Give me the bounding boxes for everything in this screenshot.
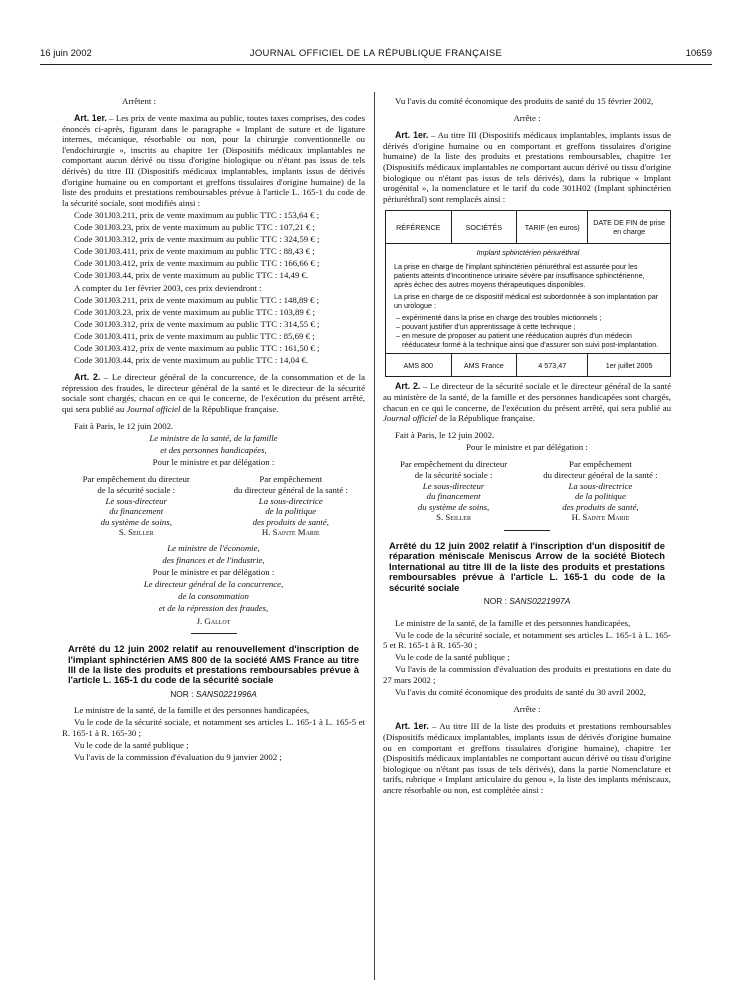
table-cell: 4 573,47: [517, 354, 588, 377]
table-cell: AMS 800: [386, 354, 452, 377]
sig-line: Par empêchement du directeur: [82, 474, 190, 485]
pour-le-ministre-2: Pour le ministre et par délégation :: [152, 567, 275, 578]
code-line: Code 301J03.44, prix de vente maximum au public TTC : 14,04 €.: [74, 355, 309, 366]
page-number: 10659: [685, 48, 712, 59]
right-column: [383, 96, 671, 797]
art1-paragraph: [62, 113, 365, 208]
ministre-eco-1: Le ministre de l'économie,: [167, 542, 260, 553]
signatory-name: S. Seiller: [118, 527, 154, 538]
art2-paragraph: [62, 372, 365, 414]
page-header: [40, 48, 712, 62]
section-separator: [504, 530, 550, 531]
journal-title: JOURNAL OFFICIEL DE LA RÉPUBLIQUE FRANÇAISE: [249, 48, 503, 59]
sig-title: La sous-directrice: [258, 495, 323, 506]
sig-line: Par empêchement: [259, 474, 323, 485]
table-cell: AMS France: [451, 354, 517, 377]
sig-title: des produits de santé,: [252, 516, 329, 527]
sig-title: du financement: [426, 491, 481, 502]
arrete-title-ams800: Arrêté du 12 juin 2002 relatif au renouvellement d'inscription de l'implant sphinctérien AMS 800 de la société AMS France au titre III de la liste des produits et prestations remboursables prévue à l'article L. 165-1 du code de la sécurité sociale: [68, 643, 359, 686]
code-line: Code 301J03.412, prix de vente maximum au public TTC : 161,50 € ;: [74, 342, 320, 353]
art2-end: de la République française.: [180, 403, 279, 414]
body-line: Vu le code de la sécurité sociale, et notamment ses articles L. 165-1 à L. 165-5 et R. 165-1 à R. 165-30 ;: [383, 629, 671, 651]
art1-text: – Les prix de vente maxima au public, toutes taxes comprises, des codes énoncés ci-après, figurant dans le paragraphe « Implant de suture et de ligature internes, mécanique, résorbable ou non, pour la chirurgie conventionnelle ou l'endochirurgie », inscrits au chapitre 1er (Dispositifs médicaux implantables ne comportant aucun dérivé ou tissu d'origine biologique ou n'étant pas issus de tels dérivés) du titre III (Dispositifs médicaux implantables, implants issus de dérivés d'origine humaine ou en comportant et greffons tissulaires d'origine humaine) de la liste des produits et prestations remboursables prévue à l'article L. 165-1 du code de la sécurité sociale, sont modifiés ainsi :: [62, 113, 365, 208]
sig-title: du système de soins,: [100, 516, 172, 527]
art1-paragraph-right: [383, 130, 671, 204]
nor-code: SANS0221996A: [195, 688, 257, 699]
sig-title: de la politique: [265, 506, 317, 517]
column-header: SOCIÉTÉS: [451, 211, 517, 244]
art2-text: – Le directeur général de la concurrence, de la consommation et de la répression des fraudes, le directeur général de la santé et le directeur de la sécurité sociale sont chargés, chacun en ce qui le concerne, de l'exécution du présent arrêté, qui sera publié au: [62, 372, 366, 414]
column-divider: [374, 92, 375, 980]
compter-line: A compter du 1er février 2003, ces prix deviendront :: [74, 282, 262, 293]
art1-label: Art. 1er.: [395, 130, 429, 141]
code-line: Code 301J03.411, prix de vente maximum au public TTC : 88,43 € ;: [74, 246, 315, 257]
table-header-row: [386, 211, 671, 244]
nor-label: NOR :: [483, 596, 510, 606]
nor-label: NOR :: [170, 688, 196, 699]
vu-comite: Vu l'avis du comité économique des produits de santé du 15 février 2002,: [395, 96, 654, 106]
arrete-title-meniscus: Arrêté du 12 juin 2002 relatif à l'inscription d'un dispositif de réparation méniscale Meniscus Arrow de la société Biotech International au titre III de la liste des produits et prestations remboursables prévue à l'article L. 165-1 du code de la sécurité sociale: [389, 539, 665, 593]
code-line: Code 301J03.411, prix de vente maximum au public TTC : 85,69 € ;: [74, 330, 315, 341]
implant-description: [386, 244, 671, 354]
dg-concurrence-1: Le directeur général de la concurrence,: [143, 579, 284, 590]
body-line: Vu le code de la santé publique ;: [395, 652, 510, 663]
journal-officiel-ref: Journal officiel: [383, 413, 437, 424]
ministre-sante-2: et des personnes handicapées,: [160, 445, 267, 456]
column-header: TARIF (en euros): [517, 211, 588, 244]
header-rule: [40, 64, 712, 65]
fait-a-paris: Fait à Paris, le 12 juin 2002.: [395, 430, 495, 441]
tarif-table: [385, 210, 671, 377]
sig-line: de la sécurité sociale :: [414, 470, 493, 480]
ministre-sante-1: Le ministre de la santé, de la famille: [149, 433, 278, 444]
pour-le-ministre: Pour le ministre et par délégation :: [152, 457, 275, 468]
art2-text: – Le directeur de la sécurité sociale et le directeur général de la santé au ministère de la santé, de la famille et des personnes handicapées sont chargés, chacun en ce qui le concerne, de l'exécution du présent arrêté, qui sera publié au: [383, 381, 671, 413]
sig-title: des produits de santé,: [562, 501, 639, 512]
sig-title: du financement: [109, 506, 164, 517]
sig-title: La sous-directrice: [568, 480, 633, 491]
body-line: Vu le code de la santé publique ;: [74, 740, 189, 751]
body-line: Vu l'avis de la commission d'évaluation des produits et prestations en date du 27 mars 2002 ;: [383, 664, 671, 686]
code-line: Code 301J03.412, prix de vente maximum au public TTC : 166,66 € ;: [74, 258, 320, 269]
ministre-eco-2: des finances et de l'industrie,: [162, 555, 265, 566]
condition-list: [394, 313, 662, 349]
body-line: Vu le code de la sécurité sociale, et notamment ses articles L. 165-1 à L. 165-5 et R. 165-1 à R. 165-30 ;: [62, 717, 365, 739]
signature-block: [62, 474, 365, 538]
pour-le-ministre: Pour le ministre et par délégation :: [466, 442, 588, 453]
column-header: DATE DE FIN de prise en charge: [588, 211, 671, 244]
arrete-heading-2: Arrête :: [513, 704, 541, 715]
sig-line: Par empêchement du directeur: [399, 459, 508, 470]
table-row: [386, 354, 671, 377]
code-line: Code 301J03.211, prix de vente maximum au public TTC : 148,89 € ;: [74, 294, 320, 305]
code-line: Code 301J03.312, prix de vente maximum au public TTC : 324,59 € ;: [74, 234, 320, 245]
art2-label: Art. 2.: [395, 381, 421, 392]
signature-left: [383, 459, 524, 523]
body-line: Vu l'avis de la commission d'évaluation du 9 janvier 2002 ;: [74, 752, 282, 763]
body-line: Le ministre de la santé, de la famille et des personnes handicapées,: [395, 617, 631, 628]
sig-title: Le sous-directeur: [422, 480, 485, 491]
section-separator: [191, 633, 237, 634]
list-item: – pouvant justifier d'un apprentissage à cette technique ;: [396, 322, 576, 332]
sig-line: du directeur général de la santé :: [233, 485, 348, 495]
sig-title: Le sous-directeur: [105, 495, 167, 506]
signatory-name: H. Sainte Marie: [261, 527, 320, 538]
art2-end: de la République française.: [437, 413, 535, 424]
codes-list-1: [62, 210, 365, 281]
nor-reference: [383, 596, 671, 607]
list-item: – expérimenté dans la prise en charge des troubles mictionnels ;: [396, 313, 602, 323]
signature-left: [62, 474, 210, 538]
art1b-label: Art. 1er.: [395, 721, 429, 732]
table-description-row: [386, 244, 671, 354]
sig-title: du système de soins,: [417, 501, 490, 512]
code-line: Code 301J03.211, prix de vente maximum au public TTC : 153,64 € ;: [74, 209, 320, 220]
dg-concurrence-3: et de la répression des fraudes,: [158, 603, 269, 614]
code-line: Code 301J03.312, prix de vente maximum au public TTC : 314,55 € ;: [74, 318, 320, 329]
nor-reference: [62, 689, 365, 700]
body-line: Vu l'avis du comité économique des produits de santé du 30 avril 2002,: [395, 687, 646, 698]
arrete-heading: Arrête :: [513, 113, 541, 124]
art1b-text: – Au titre III de la liste des produits et prestations remboursables (Dispositifs médicaux implantables, implants issus de dérivés d'origine humaine ou en comportant et greffons tissulaires d'origine humaine), chapitre 1er (Dispositifs médicaux implantables ne comportant aucun dérivé ou tissu d'origine biologique ou n'étant pas issus de tels dérivés), dans la partie Nomenclature et tarifs, rubrique « Implant articulaire du genou », la liste des implants méniscaux, ancre résorbable ou non, est complétée ainsi :: [383, 721, 671, 795]
signature-right: [217, 474, 365, 538]
signatory-name: S. Seiller: [436, 512, 471, 523]
codes-list-2: [62, 295, 365, 366]
list-item: – en mesure de proposer au patient une rééducation auprès d'un médecin rééducateur formé à la technique ainsi que d'assurer son suivi post-implantation.: [396, 331, 659, 350]
body-line: Le ministre de la santé, de la famille et des personnes handicapées,: [74, 705, 310, 716]
code-line: Code 301J03.44, prix de vente maximum au public TTC : 14,49 €.: [74, 270, 309, 281]
table-cell: 1er juillet 2005: [588, 354, 671, 377]
sig-line: de la sécurité sociale :: [97, 485, 176, 495]
signatory-name: H. Sainte Marie: [571, 512, 630, 523]
left-column: [62, 96, 365, 764]
column-header: RÉFÉRENCE: [386, 211, 452, 244]
signatory-gallot: J. Gallot: [196, 615, 231, 626]
fait-a-paris: Fait à Paris, le 12 juin 2002.: [74, 421, 174, 432]
desc-paragraph: La prise en charge de l'implant sphinctérien périuréthral est assurée pour les patients atteints d'incontinence urinaire sévère par insuffisance sphinctérienne, après échec des autres moyens thérapeutiques disponibles.: [394, 262, 645, 290]
signature-block: [383, 459, 671, 523]
header-date: 16 juin 2002: [40, 48, 92, 59]
art2-paragraph-right: [383, 381, 671, 423]
art1-label: Art. 1er.: [74, 113, 107, 124]
desc-paragraph: La prise en charge de ce dispositif médical est subordonnée à son implantation par un urologue :: [394, 292, 659, 311]
nor-code: SANS0221997A: [509, 596, 571, 606]
sig-line: du directeur général de la santé :: [543, 470, 658, 480]
sig-line: Par empêchement: [569, 459, 632, 470]
arretent: Arrêtent :: [122, 96, 156, 106]
sig-title: de la politique: [575, 491, 626, 502]
implant-title: Implant sphinctérien périuréthral: [476, 248, 580, 258]
dg-concurrence-2: de la consommation: [178, 591, 249, 602]
art1b-paragraph: [383, 721, 671, 795]
art1-text: – Au titre III (Dispositifs médicaux implantables, implants issus de dérivés d'origine humaine ou en comportant et greffons tissulaires d'origine humaine) de la liste des produits et prestations remboursables, chapitre 1er (Dispositifs médicaux implantables ne comportant aucun dérivé ou tissu d'origine biologique ou n'étant pas issus de tels dérivés), dans la rubrique « Implant urogénital », la nomenclature et le tarif du code 301H02 (Implant sphinctérien périuréthral) sont remplacés ainsi :: [383, 130, 671, 204]
code-line: Code 301J03.23, prix de vente maximum au public TTC : 103,89 € ;: [74, 306, 315, 317]
signature-right: [530, 459, 671, 523]
art2-label: Art. 2.: [74, 372, 101, 383]
journal-officiel-ref: Journal officiel: [126, 403, 181, 414]
code-line: Code 301J03.23, prix de vente maximum au public TTC : 107,21 € ;: [74, 222, 315, 233]
